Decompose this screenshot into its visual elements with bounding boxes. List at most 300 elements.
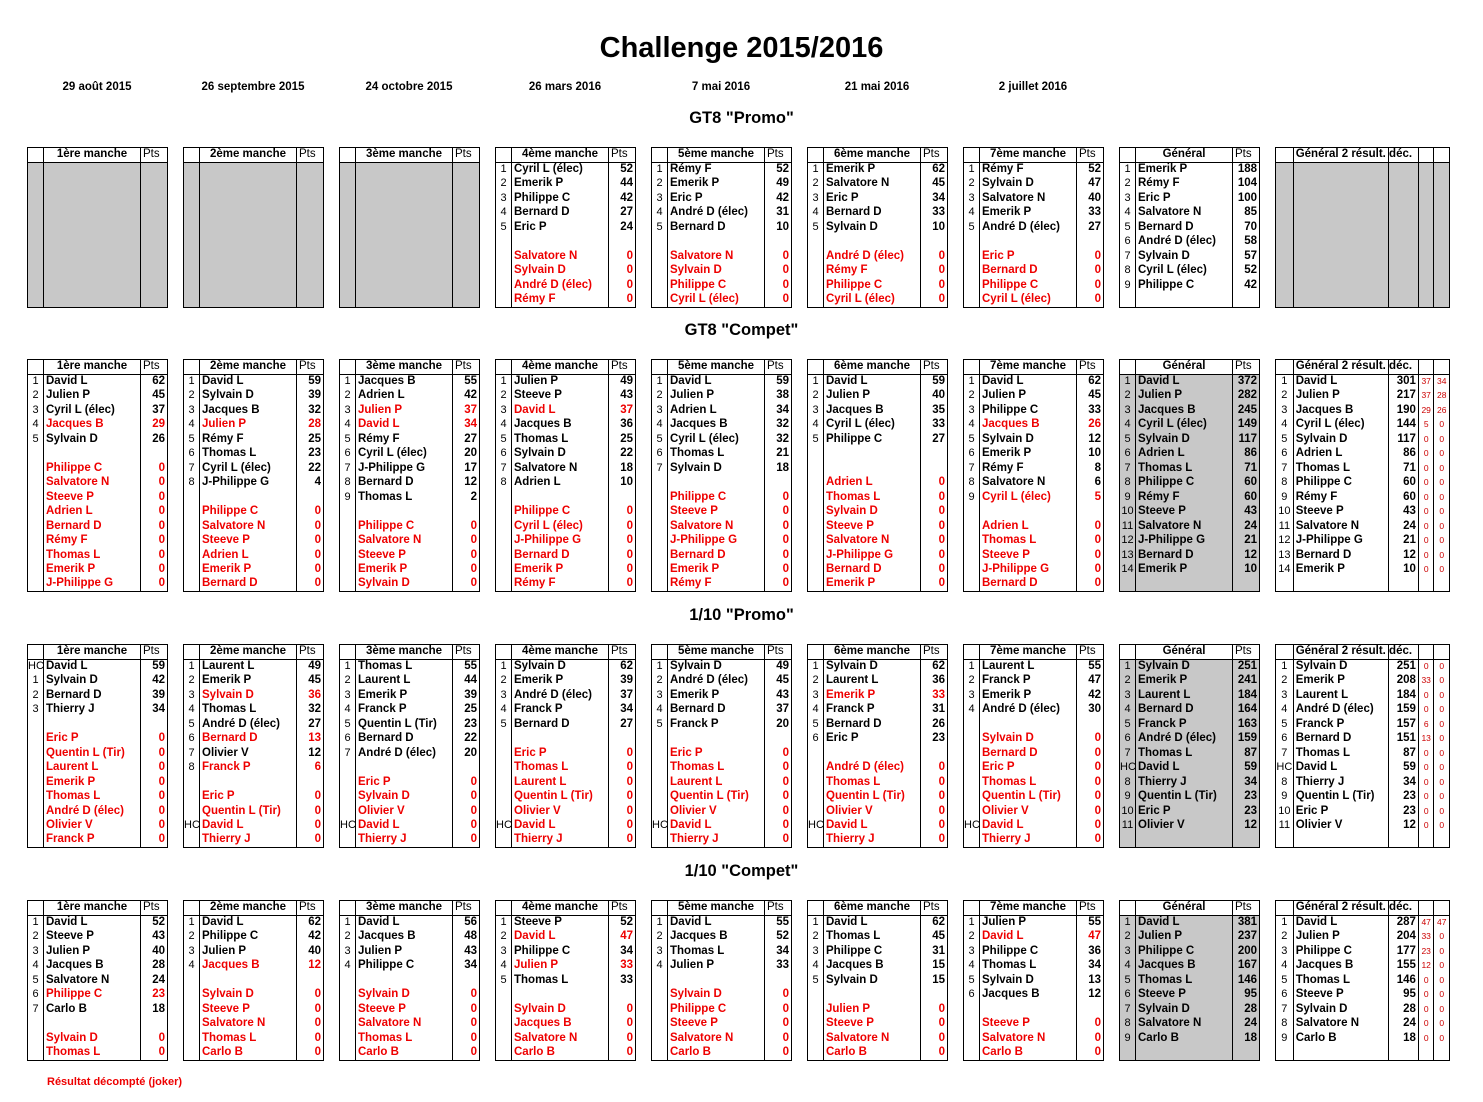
driver-name: J-Philippe G — [200, 476, 297, 491]
joker-2: 0 — [1434, 432, 1450, 447]
points-cell: 0 — [765, 264, 792, 279]
driver-name — [1136, 833, 1233, 848]
table-row — [652, 674, 792, 689]
driver-name: André D (élec) — [512, 688, 609, 703]
table-row — [808, 461, 948, 476]
driver-name: Cyril L (élec) — [668, 432, 765, 447]
driver-name: Rémy F — [44, 534, 141, 549]
driver-name: Julien P — [668, 389, 765, 404]
points-cell: 23 — [297, 447, 324, 462]
rank-cell: 4 — [1120, 206, 1136, 221]
rank-cell — [184, 264, 200, 279]
joker-1: 0 — [1418, 490, 1434, 505]
driver-name: Julien P — [356, 944, 453, 959]
joker-2 — [1434, 206, 1450, 221]
points-cell: 0 — [765, 293, 792, 308]
rank-cell: 5 — [1276, 973, 1294, 988]
table-row — [964, 761, 1104, 776]
joker-1 — [1418, 278, 1434, 293]
rank-cell — [964, 804, 980, 819]
driver-name: Salvatore N — [356, 534, 453, 549]
table-row — [1276, 790, 1450, 805]
driver-name: Sylvain D — [44, 674, 141, 689]
rank-cell — [28, 534, 44, 549]
points-cell — [1077, 505, 1104, 520]
points-cell — [609, 988, 636, 1003]
table-row — [1276, 775, 1450, 790]
table-row — [808, 177, 948, 192]
standings-table — [495, 900, 636, 1061]
driver-name: André D (élec) — [980, 703, 1077, 718]
driver-name — [44, 264, 141, 279]
table-row — [964, 775, 1104, 790]
rank-cell — [340, 177, 356, 192]
rank-cell: 1 — [28, 674, 44, 689]
table-header: 7ème manche — [980, 901, 1077, 916]
points-header: Pts — [1077, 148, 1104, 163]
points-cell: 0 — [453, 1031, 480, 1046]
driver-name: Adrien L — [44, 505, 141, 520]
table-row — [964, 732, 1104, 747]
driver-name: Steeve P — [1293, 505, 1388, 520]
points-cell: 34 — [765, 944, 792, 959]
points-cell: 32 — [297, 403, 324, 418]
table-row — [808, 505, 948, 520]
table-row — [496, 577, 636, 592]
table-row — [652, 819, 792, 834]
table-row — [964, 988, 1104, 1003]
rank-cell — [652, 1046, 668, 1061]
points-cell: 184 — [1389, 688, 1419, 703]
driver-name: Cyril L (élec) — [200, 461, 297, 476]
points-cell: 34 — [1077, 959, 1104, 974]
standings-table — [1119, 900, 1260, 1061]
standings-table — [183, 359, 324, 592]
points-cell: 0 — [765, 563, 792, 578]
table-row — [1276, 264, 1450, 279]
rank-cell: 4 — [1120, 959, 1136, 974]
rank-cell — [808, 447, 824, 462]
points-cell — [297, 249, 324, 264]
driver-name: Steeve P — [980, 548, 1077, 563]
rank-cell — [964, 534, 980, 549]
points-header: Pts — [141, 901, 168, 916]
points-cell: 52 — [765, 930, 792, 945]
rank-cell — [496, 563, 512, 578]
points-cell: 0 — [141, 519, 168, 534]
points-cell: 8 — [1077, 461, 1104, 476]
points-cell: 0 — [1077, 577, 1104, 592]
driver-name: Eric P — [44, 732, 141, 747]
rank-cell: 5 — [1276, 432, 1294, 447]
driver-name — [1293, 249, 1388, 264]
rank-cell — [340, 293, 356, 308]
rank-cell — [1276, 264, 1294, 279]
rank-cell — [964, 577, 980, 592]
rank-cell — [28, 1031, 44, 1046]
table-row — [652, 717, 792, 732]
section-title: 1/10 "Promo" — [689, 606, 794, 624]
points-header: Pts — [141, 645, 168, 660]
driver-name: Olivier V — [356, 804, 453, 819]
table-row — [496, 732, 636, 747]
table-row — [808, 220, 948, 235]
table-row — [808, 761, 948, 776]
section-title: 1/10 "Compet" — [684, 862, 799, 880]
table-row — [652, 732, 792, 747]
points-cell: 70 — [1233, 220, 1260, 235]
joker-2 — [1434, 1046, 1450, 1061]
rank-header — [184, 645, 200, 660]
points-cell: 25 — [609, 432, 636, 447]
points-cell: 59 — [1389, 761, 1419, 776]
driver-name: Emerik P — [1293, 674, 1388, 689]
rank-cell: 1 — [28, 374, 44, 389]
driver-name: Philippe C — [1293, 476, 1388, 491]
table-row — [1276, 761, 1450, 776]
table-row — [340, 220, 480, 235]
rank-cell: 9 — [964, 490, 980, 505]
driver-name: André D (élec) — [668, 674, 765, 689]
table-row — [1120, 659, 1260, 674]
table-row — [184, 717, 324, 732]
rank-cell: 3 — [28, 703, 44, 718]
table-row — [496, 1031, 636, 1046]
standings-table — [27, 147, 168, 308]
rank-cell — [340, 1017, 356, 1032]
points-cell — [1389, 264, 1419, 279]
rank-cell — [652, 1002, 668, 1017]
rank-cell: 9 — [1276, 490, 1294, 505]
driver-name: Salvatore N — [668, 519, 765, 534]
driver-name: David L — [1136, 761, 1233, 776]
driver-name: J-Philippe G — [44, 577, 141, 592]
points-cell: 26 — [141, 432, 168, 447]
rank-cell: 4 — [652, 206, 668, 221]
table-row — [184, 206, 324, 221]
table-header: Général — [1136, 901, 1233, 916]
rank-cell: 3 — [964, 944, 980, 959]
points-cell: 86 — [1389, 447, 1419, 462]
points-cell: 149 — [1233, 418, 1260, 433]
points-cell: 24 — [1389, 1017, 1419, 1032]
joker-2 — [1434, 278, 1450, 293]
table-row — [808, 162, 948, 177]
points-cell: 40 — [1077, 191, 1104, 206]
points-cell: 0 — [921, 819, 948, 834]
rank-cell: 5 — [1120, 220, 1136, 235]
points-cell: 24 — [141, 973, 168, 988]
table-row — [652, 403, 792, 418]
table-row — [340, 249, 480, 264]
joker-2: 0 — [1434, 505, 1450, 520]
points-cell: 37 — [765, 703, 792, 718]
points-cell: 0 — [921, 1002, 948, 1017]
table-row — [28, 819, 168, 834]
joker-2: 0 — [1434, 732, 1450, 747]
points-cell: 25 — [453, 703, 480, 718]
table-row — [1276, 548, 1450, 563]
rank-cell: 4 — [1276, 703, 1294, 718]
rank-cell: 6 — [28, 988, 44, 1003]
table-header: 1ère manche — [44, 901, 141, 916]
driver-name: Adrien L — [200, 548, 297, 563]
rank-cell — [808, 563, 824, 578]
table-row — [28, 833, 168, 848]
driver-name — [200, 278, 297, 293]
rank-cell — [340, 264, 356, 279]
table-row — [340, 505, 480, 520]
points-cell: 30 — [1077, 703, 1104, 718]
points-cell — [453, 206, 480, 221]
rank-cell — [1276, 235, 1294, 250]
driver-name: Philippe C — [512, 944, 609, 959]
rank-cell: 3 — [1120, 191, 1136, 206]
points-cell: 43 — [141, 930, 168, 945]
driver-name: Thierry J — [980, 833, 1077, 848]
driver-name: Rémy F — [512, 577, 609, 592]
points-cell: 0 — [141, 563, 168, 578]
table-row — [184, 534, 324, 549]
driver-name: Thomas L — [1293, 461, 1388, 476]
points-cell: 15 — [921, 959, 948, 974]
driver-name: Thomas L — [1136, 461, 1233, 476]
driver-name: Philippe C — [200, 505, 297, 520]
driver-name: Jacques B — [668, 418, 765, 433]
driver-name: Laurent L — [1136, 688, 1233, 703]
table-row — [496, 461, 636, 476]
table-row — [496, 930, 636, 945]
table-row — [1120, 548, 1260, 563]
table-row — [340, 761, 480, 776]
rank-cell: 2 — [1120, 389, 1136, 404]
points-cell: 33 — [1077, 403, 1104, 418]
points-cell: 52 — [141, 915, 168, 930]
driver-name: J-Philippe G — [668, 534, 765, 549]
driver-name: David L — [200, 819, 297, 834]
points-cell: 251 — [1389, 659, 1419, 674]
points-cell: 155 — [1389, 959, 1419, 974]
table-row — [184, 1017, 324, 1032]
rank-cell — [964, 833, 980, 848]
driver-name: Steeve P — [1293, 988, 1388, 1003]
joker-2: 0 — [1434, 775, 1450, 790]
table-header: 5ème manche — [668, 901, 765, 916]
driver-name: Steeve P — [668, 505, 765, 520]
points-cell: 85 — [1233, 206, 1260, 221]
points-cell: 251 — [1233, 659, 1260, 674]
table-row — [1276, 804, 1450, 819]
driver-name — [44, 278, 141, 293]
rank-cell: 4 — [1276, 418, 1294, 433]
driver-name — [200, 220, 297, 235]
rank-header — [496, 148, 512, 163]
points-cell: 0 — [141, 1046, 168, 1061]
rank-cell: 4 — [964, 703, 980, 718]
points-cell: 23 — [453, 717, 480, 732]
rank-cell: 10 — [1121, 804, 1134, 817]
points-cell: 0 — [297, 548, 324, 563]
rank-cell — [652, 293, 668, 308]
table-row — [28, 732, 168, 747]
points-cell: 0 — [765, 548, 792, 563]
points-cell: 0 — [453, 1017, 480, 1032]
table-header: 5ème manche — [668, 148, 765, 163]
points-cell — [453, 973, 480, 988]
points-cell: 34 — [609, 703, 636, 718]
driver-name: Laurent L — [44, 761, 141, 776]
rank-header — [808, 645, 824, 660]
table-row — [28, 944, 168, 959]
points-cell: 59 — [141, 659, 168, 674]
driver-name: Julien P — [1293, 930, 1388, 945]
points-cell: 23 — [141, 988, 168, 1003]
table-row — [652, 447, 792, 462]
table-row — [1276, 278, 1450, 293]
rank-cell — [28, 235, 44, 250]
table-row — [808, 915, 948, 930]
driver-name — [356, 206, 453, 221]
joker-2 — [1434, 235, 1450, 250]
table-row — [496, 293, 636, 308]
joker-1: 23 — [1418, 944, 1434, 959]
rank-cell: 2 — [964, 389, 980, 404]
driver-name: Bernard D — [200, 732, 297, 747]
table-row — [964, 162, 1104, 177]
points-cell: 164 — [1233, 703, 1260, 718]
driver-name: Philippe C — [356, 959, 453, 974]
driver-name — [200, 490, 297, 505]
driver-name — [44, 1017, 141, 1032]
joker-2 — [1434, 577, 1450, 592]
table-row — [184, 264, 324, 279]
points-cell — [453, 191, 480, 206]
driver-name: David L — [1293, 374, 1388, 389]
rank-cell — [1276, 220, 1294, 235]
table-row — [28, 418, 168, 433]
table-row — [964, 249, 1104, 264]
points-cell: 18 — [1233, 1031, 1260, 1046]
driver-name: Sylvain D — [824, 505, 921, 520]
joker-1: 6 — [1418, 717, 1434, 732]
rank-cell: 6 — [340, 732, 356, 747]
rank-cell: 5 — [1120, 973, 1136, 988]
table-row — [808, 944, 948, 959]
driver-name — [824, 235, 921, 250]
table-row — [964, 819, 1104, 834]
points-cell — [453, 761, 480, 776]
driver-name: Quentin L (Tir) — [512, 790, 609, 805]
table-row — [1120, 476, 1260, 491]
driver-name — [512, 988, 609, 1003]
driver-name — [44, 235, 141, 250]
rank-cell: 4 — [652, 959, 668, 974]
table-row — [28, 293, 168, 308]
points-header: Pts — [1077, 901, 1104, 916]
points-cell: 56 — [453, 915, 480, 930]
driver-name: Cyril L (élec) — [980, 293, 1077, 308]
table-header: 7ème manche — [980, 645, 1077, 660]
joker-1: 12 — [1418, 959, 1434, 974]
points-cell: 10 — [609, 476, 636, 491]
points-cell: 33 — [921, 418, 948, 433]
points-cell: 10 — [1389, 563, 1419, 578]
driver-name: Cyril L (élec) — [824, 293, 921, 308]
table-row — [340, 162, 480, 177]
driver-name: Salvatore N — [824, 1031, 921, 1046]
driver-name: Eric P — [980, 761, 1077, 776]
rank-cell: 1 — [808, 915, 824, 930]
rank-cell — [340, 162, 356, 177]
table-header: 3ème manche — [356, 645, 453, 660]
points-cell: 0 — [921, 775, 948, 790]
rank-cell — [808, 988, 824, 1003]
driver-name — [200, 191, 297, 206]
driver-name — [356, 264, 453, 279]
rank-cell: 10 — [1276, 804, 1294, 819]
rank-cell: 4 — [964, 206, 980, 221]
rank-cell — [496, 505, 512, 520]
driver-name: Thomas L — [356, 1031, 453, 1046]
driver-name: J-Philippe G — [356, 461, 453, 476]
table-row — [184, 220, 324, 235]
table-row — [184, 674, 324, 689]
points-cell: 43 — [765, 688, 792, 703]
points-cell — [609, 490, 636, 505]
table-row — [964, 833, 1104, 848]
table-row — [496, 1017, 636, 1032]
table-row — [1276, 659, 1450, 674]
driver-name — [44, 191, 141, 206]
points-cell: 34 — [921, 191, 948, 206]
table-row — [964, 1017, 1104, 1032]
driver-name: Jacques B — [824, 403, 921, 418]
points-cell: 45 — [297, 674, 324, 689]
joker-header — [1434, 360, 1450, 375]
points-cell: 0 — [765, 1002, 792, 1017]
rank-cell — [28, 461, 44, 476]
table-row — [496, 447, 636, 462]
rank-cell: 2 — [1120, 177, 1136, 192]
points-cell: 47 — [609, 930, 636, 945]
rank-cell — [184, 519, 200, 534]
driver-name: Steeve P — [980, 1017, 1077, 1032]
rank-header — [184, 901, 200, 916]
driver-name: Bernard D — [668, 220, 765, 235]
joker-2: 0 — [1434, 703, 1450, 718]
rank-cell: 11 — [1276, 519, 1294, 534]
points-cell: 25 — [297, 432, 324, 447]
rank-cell: 1 — [652, 162, 668, 177]
rank-cell: 1 — [964, 374, 980, 389]
driver-name: Bernard D — [824, 206, 921, 221]
table-row — [28, 804, 168, 819]
rank-cell: 2 — [1120, 930, 1136, 945]
points-cell — [1389, 833, 1419, 848]
driver-name: Bernard D — [1293, 732, 1388, 747]
driver-name: David L — [668, 915, 765, 930]
rank-cell — [184, 505, 200, 520]
table-row — [652, 959, 792, 974]
driver-name — [512, 235, 609, 250]
points-cell: 0 — [765, 988, 792, 1003]
joker-2: 0 — [1434, 688, 1450, 703]
points-cell: 59 — [765, 374, 792, 389]
rank-header — [808, 901, 824, 916]
standings-table — [1119, 147, 1260, 308]
points-cell: 55 — [453, 659, 480, 674]
rank-cell: 5 — [808, 220, 824, 235]
